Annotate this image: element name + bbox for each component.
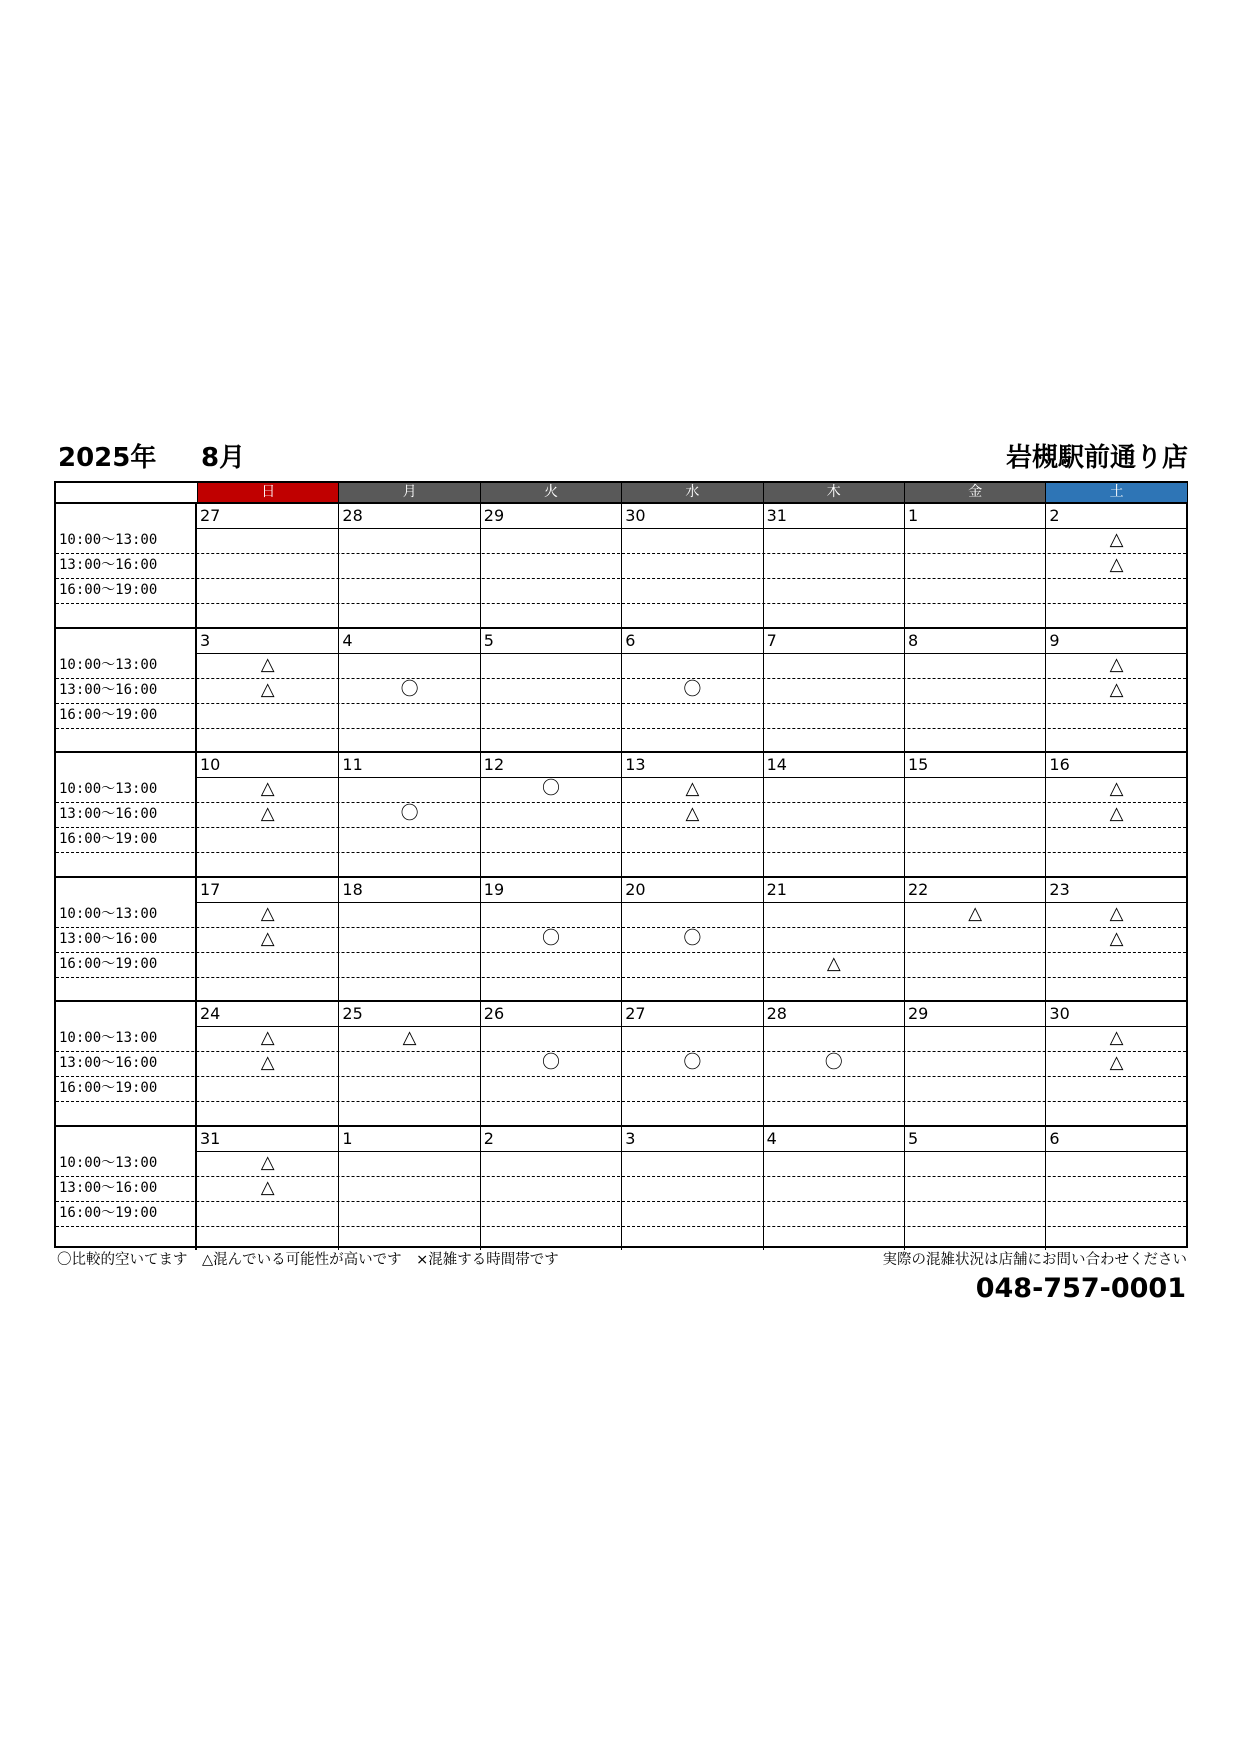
congestion-mark: △ xyxy=(260,902,275,924)
day-cell xyxy=(763,629,904,752)
congestion-mark: △ xyxy=(260,653,275,675)
date-number: 6 xyxy=(1049,1129,1060,1148)
weekday-header: 金 xyxy=(904,483,1045,502)
congestion-mark: △ xyxy=(260,1152,275,1173)
time-slot-labels xyxy=(56,753,197,876)
date-number: 25 xyxy=(342,1004,363,1024)
date-number: 20 xyxy=(625,879,646,899)
congestion-mark: 〇 xyxy=(541,1052,560,1074)
congestion-calendar xyxy=(54,481,1188,1248)
day-cell xyxy=(480,1002,621,1125)
day-cell xyxy=(480,504,621,627)
day-cell xyxy=(338,504,479,627)
date-number: 1 xyxy=(908,506,919,525)
congestion-mark: △ xyxy=(1109,803,1124,825)
day-cell xyxy=(480,629,621,752)
day-cell xyxy=(1045,629,1186,752)
congestion-mark: △ xyxy=(685,778,700,800)
date-number: 4 xyxy=(342,630,353,650)
date-number: 2 xyxy=(483,1129,494,1148)
date-number: 30 xyxy=(1049,1004,1070,1024)
day-cell xyxy=(621,1002,762,1125)
day-cell xyxy=(338,629,479,752)
date-number: 27 xyxy=(625,1004,646,1024)
legend-symbols: 〇比較的空いてます △混んでいる可能性が高いです ×混雑する時間帯です xyxy=(57,1252,559,1268)
congestion-mark: △ xyxy=(260,803,275,825)
congestion-mark: △ xyxy=(260,927,275,949)
legend-note: 実際の混雑状況は店舗にお問い合わせください xyxy=(882,1252,1187,1268)
day-cell xyxy=(1045,504,1186,627)
day-cell xyxy=(904,1127,1045,1250)
day-cell xyxy=(621,878,762,1001)
congestion-mark: 〇 xyxy=(400,678,419,700)
time-slot-label: 13:00～16:00 xyxy=(59,557,158,573)
congestion-mark: △ xyxy=(260,678,275,700)
date-number: 17 xyxy=(200,879,221,899)
date-number: 11 xyxy=(342,755,363,775)
date-number: 28 xyxy=(766,1004,787,1024)
day-cell xyxy=(763,1127,904,1250)
date-number: 9 xyxy=(1049,630,1060,650)
time-slot-label: 10:00～13:00 xyxy=(59,1155,158,1171)
week-row xyxy=(56,1125,1186,1250)
congestion-mark: 〇 xyxy=(683,1052,702,1074)
congestion-mark: △ xyxy=(1109,653,1124,675)
date-number: 27 xyxy=(200,506,221,525)
congestion-mark: 〇 xyxy=(683,927,702,949)
time-slot-label: 16:00～19:00 xyxy=(59,831,158,848)
date-number: 4 xyxy=(766,1129,777,1148)
day-cell xyxy=(338,878,479,1001)
congestion-mark: △ xyxy=(968,902,983,924)
congestion-mark: △ xyxy=(1109,927,1124,949)
congestion-mark: △ xyxy=(1109,529,1124,550)
date-number: 10 xyxy=(200,755,221,775)
date-number: 26 xyxy=(483,1004,505,1024)
time-slot-label: 16:00～19:00 xyxy=(59,582,158,598)
weekday-header: 土 xyxy=(1045,483,1186,502)
date-number: 22 xyxy=(908,879,929,899)
time-slot-label: 16:00～19:00 xyxy=(59,1205,158,1221)
day-cell xyxy=(1045,1002,1186,1125)
congestion-mark: 〇 xyxy=(824,1052,843,1074)
day-cell xyxy=(480,753,621,876)
time-slot-label: 10:00～13:00 xyxy=(59,905,158,922)
weekday-header-blank xyxy=(56,483,197,502)
day-cell xyxy=(1045,1127,1186,1250)
date-number: 13 xyxy=(625,755,646,775)
date-number: 23 xyxy=(1049,879,1070,899)
congestion-mark: 〇 xyxy=(541,778,560,800)
date-number: 3 xyxy=(625,1129,636,1148)
day-cell xyxy=(197,878,338,1001)
congestion-mark: △ xyxy=(1109,1052,1124,1074)
day-cell xyxy=(621,1127,762,1250)
day-cell xyxy=(338,753,479,876)
date-number: 5 xyxy=(908,1129,919,1148)
date-number: 31 xyxy=(200,1129,221,1148)
time-slot-label: 13:00～16:00 xyxy=(59,1055,158,1072)
date-number: 16 xyxy=(1049,755,1070,775)
day-cell xyxy=(1045,878,1186,1001)
date-number: 29 xyxy=(483,506,505,525)
day-cell xyxy=(197,1127,338,1250)
date-number: 24 xyxy=(200,1004,221,1024)
date-number: 15 xyxy=(908,755,929,775)
congestion-mark: 〇 xyxy=(400,803,419,825)
time-slot-labels xyxy=(56,878,197,1001)
day-cell xyxy=(197,629,338,752)
time-slot-label: 13:00～16:00 xyxy=(59,806,158,823)
date-number: 1 xyxy=(342,1129,353,1148)
congestion-mark: △ xyxy=(1109,902,1124,924)
congestion-mark: △ xyxy=(1109,678,1124,700)
day-cell xyxy=(621,753,762,876)
date-number: 8 xyxy=(908,630,919,650)
time-slot-label: 10:00～13:00 xyxy=(59,656,158,673)
congestion-mark: 〇 xyxy=(541,927,560,949)
day-cell xyxy=(338,1127,479,1250)
congestion-mark: △ xyxy=(826,952,841,974)
day-cell xyxy=(197,1002,338,1125)
store-name: 岩槻駅前通り店 xyxy=(1005,443,1188,473)
time-slot-labels xyxy=(56,504,197,627)
time-slot-labels xyxy=(56,1127,197,1250)
year-label: 2025年 xyxy=(58,443,157,473)
weekday-header: 日 xyxy=(197,483,338,502)
time-slot-label: 10:00～13:00 xyxy=(59,532,158,548)
time-slot-labels xyxy=(56,1002,197,1125)
time-slot-label: 13:00～16:00 xyxy=(59,1180,158,1196)
week-row xyxy=(56,502,1186,627)
date-number: 12 xyxy=(483,755,505,775)
month-label: 8月 xyxy=(201,443,246,473)
date-number: 30 xyxy=(625,506,646,525)
day-cell xyxy=(904,504,1045,627)
day-cell xyxy=(763,504,904,627)
time-slot-label: 13:00～16:00 xyxy=(59,930,158,947)
day-cell xyxy=(480,1127,621,1250)
day-cell xyxy=(621,504,762,627)
congestion-mark: △ xyxy=(260,1052,275,1074)
congestion-mark: △ xyxy=(1109,1027,1124,1049)
date-number: 14 xyxy=(766,755,787,775)
week-row xyxy=(56,876,1186,1001)
date-number: 31 xyxy=(766,506,787,525)
congestion-mark: △ xyxy=(260,1027,275,1049)
date-number: 21 xyxy=(766,879,787,899)
date-number: 2 xyxy=(1049,506,1060,525)
day-cell xyxy=(904,629,1045,752)
date-number: 18 xyxy=(342,879,363,899)
day-cell xyxy=(480,878,621,1001)
date-number: 3 xyxy=(200,630,211,650)
congestion-mark: △ xyxy=(685,803,700,825)
time-slot-label: 16:00～19:00 xyxy=(59,706,158,723)
day-cell xyxy=(904,1002,1045,1125)
date-number: 5 xyxy=(483,630,494,650)
time-slot-label: 10:00～13:00 xyxy=(59,781,158,798)
week-row xyxy=(56,627,1186,752)
day-cell xyxy=(904,753,1045,876)
time-slot-label: 10:00～13:00 xyxy=(59,1030,158,1047)
day-cell xyxy=(763,753,904,876)
date-number: 6 xyxy=(625,630,636,650)
date-number: 28 xyxy=(342,506,363,525)
time-slot-labels xyxy=(56,629,197,752)
day-cell xyxy=(1045,753,1186,876)
day-cell xyxy=(338,1002,479,1125)
congestion-mark: △ xyxy=(1109,554,1124,575)
time-slot-label: 16:00～19:00 xyxy=(59,1080,158,1097)
day-cell xyxy=(763,1002,904,1125)
day-cell xyxy=(197,504,338,627)
weekday-header: 水 xyxy=(621,483,762,502)
congestion-mark: △ xyxy=(402,1027,417,1049)
phone-number: 048-757-0001 xyxy=(975,1273,1186,1304)
congestion-mark: △ xyxy=(260,778,275,800)
congestion-mark: 〇 xyxy=(683,678,702,700)
week-row xyxy=(56,1000,1186,1125)
date-number: 19 xyxy=(483,879,505,899)
weekday-header: 月 xyxy=(338,483,479,502)
day-cell xyxy=(197,753,338,876)
time-slot-label: 13:00～16:00 xyxy=(59,681,158,698)
date-number: 7 xyxy=(766,630,777,650)
weekday-header: 火 xyxy=(480,483,621,502)
congestion-mark: △ xyxy=(1109,778,1124,800)
weekday-header: 木 xyxy=(763,483,904,502)
congestion-mark: △ xyxy=(260,1177,275,1198)
time-slot-label: 16:00～19:00 xyxy=(59,955,158,972)
week-row xyxy=(56,751,1186,876)
day-cell xyxy=(621,629,762,752)
day-cell xyxy=(763,878,904,1001)
day-cell xyxy=(904,878,1045,1001)
date-number: 29 xyxy=(908,1004,929,1024)
